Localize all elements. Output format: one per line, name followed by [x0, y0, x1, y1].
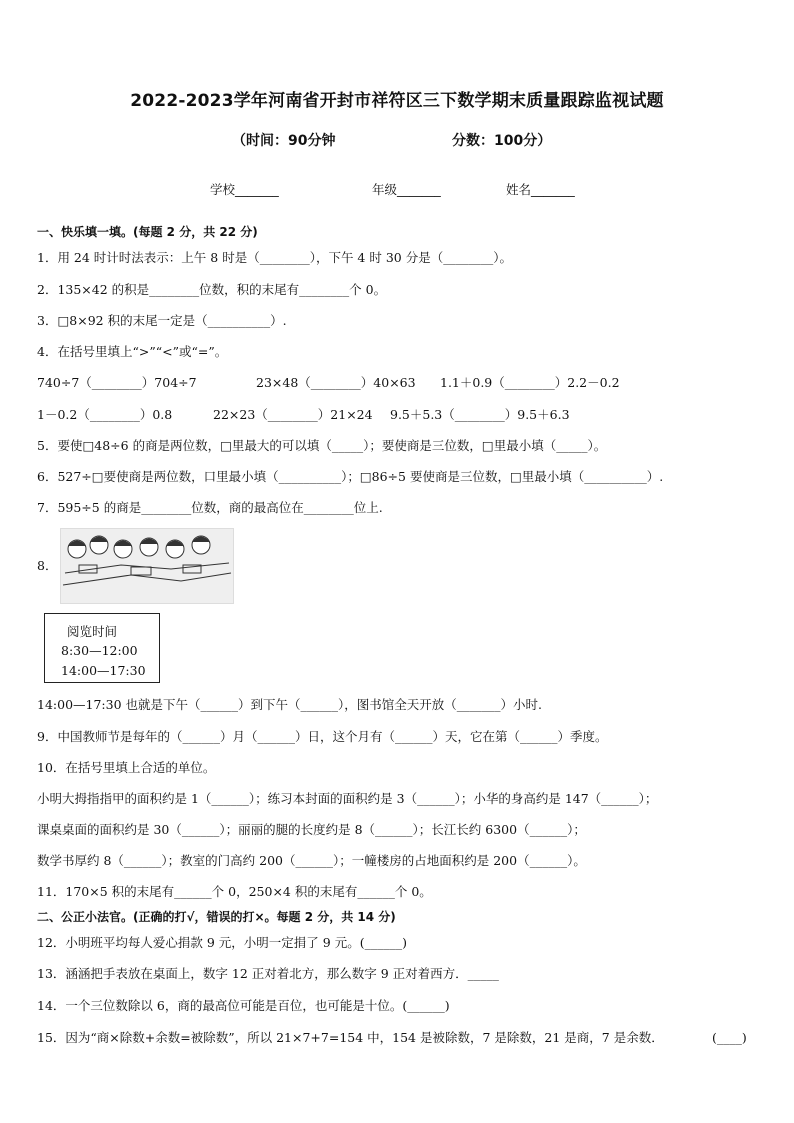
reading-hours-afternoon: 14:00—17:30 — [61, 663, 146, 678]
question-11: 11．170×5 积的末尾有______个 0，250×4 积的末尾有______个 0。 — [37, 884, 432, 899]
children-reading-illustration — [61, 529, 233, 603]
question-12: 12．小明班平均每人爱心捐款 9 元，小明一定捐了 9 元。(______) — [37, 935, 407, 950]
question-14: 14．一个三位数除以 6，商的最高位可能是百位，也可能是十位。(______) — [37, 998, 450, 1013]
exam-meta — [232, 130, 572, 150]
reading-hours-title: 阅览时间 — [67, 624, 118, 639]
grade-field[interactable]: 年级_______ — [372, 182, 441, 197]
question-4: 4．在括号里填上“>”“<”或“=”。 — [37, 344, 228, 359]
question-15-answer-blank[interactable]: (____) — [712, 1030, 747, 1045]
question-10: 10．在括号里填上合适的单位。 — [37, 760, 216, 775]
question-5: 5．要使□48÷6 的商是两位数，□里最大的可以填（_____）；要使商是三位数，□里最小填（_____）。 — [37, 438, 607, 453]
reading-hours-box — [44, 613, 160, 683]
q4-row2-b: 22×23（________）21×24 — [213, 407, 373, 422]
school-field[interactable]: 学校_______ — [210, 182, 279, 197]
name-field[interactable]: 姓名_______ — [506, 182, 575, 197]
library-children-image — [60, 528, 234, 604]
question-13: 13．涵涵把手表放在桌面上，数字 12 正对着北方，那么数字 9 正对着西方．_____ — [37, 966, 499, 981]
q4-row1-c: 1.1＋0.9（________）2.2－0.2 — [440, 375, 620, 390]
question-3: 3．□8×92 积的末尾一定是（__________）. — [37, 313, 287, 328]
question-8-text: 14:00—17:30 也就是下午（______）到下午（______），图书馆全天开放（_______）小时. — [37, 697, 542, 712]
q4-row2-c: 9.5＋5.3（________）9.5＋6.3 — [390, 407, 570, 422]
question-15: 15．因为“商×除数+余数=被除数”，所以 21×7+7=154 中，154 是被除数，7 是除数，21 是商，7 是余数． — [37, 1030, 664, 1045]
section-2-heading: 二、公正小法官。(正确的打√，错误的打×。每题 2 分，共 14 分) — [37, 910, 396, 924]
question-10-line-2: 课桌桌面的面积约是 30（______）；丽丽的腿的长度约是 8（______）；长江长约 6300（______）； — [37, 822, 586, 837]
q4-row1-a: 740÷7（________）704÷7 — [37, 375, 197, 390]
question-7: 7．595÷5 的商是________位数，商的最高位在________位上. — [37, 500, 383, 515]
q4-row2-a: 1－0.2（________）0.8 — [37, 407, 173, 422]
q4-row1-b: 23×48（________）40×63 — [256, 375, 416, 390]
exam-time: （时间：90分钟 — [232, 133, 336, 149]
question-10-line-3: 数学书厚约 8（______）；教室的门高约 200（______）；一幢楼房的占地面积约是 200（______）。 — [37, 853, 586, 868]
exam-score: 分数：100分） — [452, 133, 552, 149]
question-10-line-1: 小明大拇指指甲的面积约是 1（______）；练习本封面的面积约是 3（______）；小华的身高约是 147（______）； — [37, 791, 658, 806]
page-title: 2022-2023学年河南省开封市祥符区三下数学期末质量跟踪监视试题 — [130, 91, 664, 111]
question-1: 1．用 24 时计时法表示：上午 8 时是（________），下午 4 时 30 分是（________）。 — [37, 250, 512, 265]
question-2: 2．135×42 的积是________位数，积的末尾有________个 0。 — [37, 282, 387, 297]
section-1-heading: 一、快乐填一填。(每题 2 分，共 22 分) — [37, 225, 258, 239]
question-9: 9．中国教师节是每年的（______）月（______）日，这个月有（______）天，它在第（______）季度。 — [37, 729, 608, 744]
question-6: 6．527÷□要使商是两位数，口里最小填（__________）；□86÷5 要使商是三位数，□里最小填（__________）. — [37, 469, 664, 484]
reading-hours-morning: 8:30—12:00 — [61, 643, 138, 658]
question-8-number: 8． — [37, 558, 58, 573]
